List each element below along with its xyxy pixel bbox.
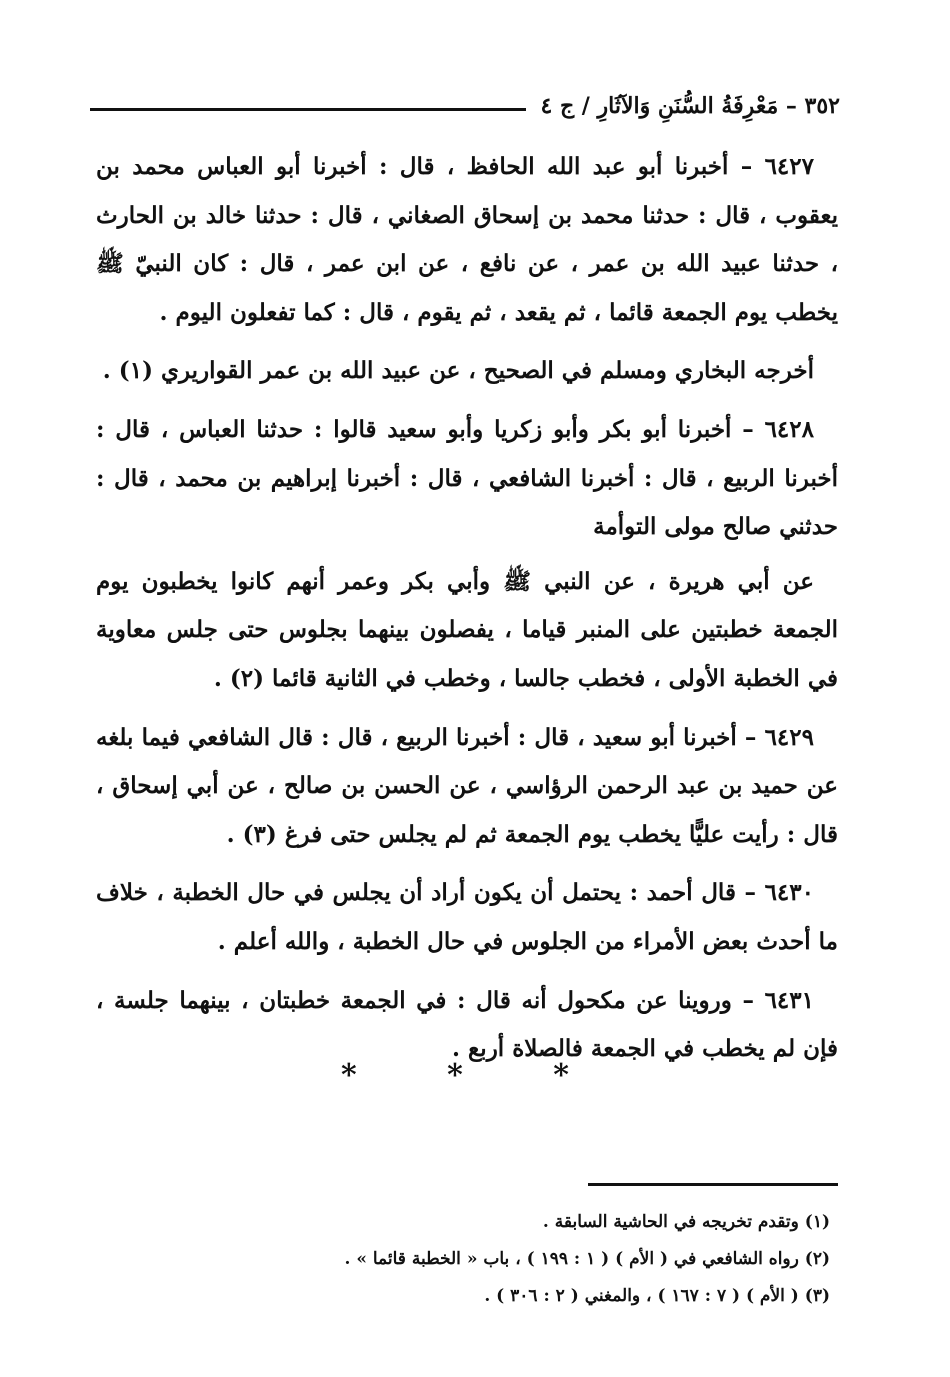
- paragraph-hadith-6429: ٦٤٢٩ – أخبرنا أبو سعيد ، قال : أخبرنا الربيع ، قال : قال الشافعي فيما بلغه عن حميد بن عبد الرحمن الرؤاسي ، عن الحسن بن صالح ، عن أبي إسحاق ، قال : رأيت عليًّا يخطب يوم الجمعة ثم لم يجلس حتى فرغ (٣) .: [96, 723, 838, 848]
- paragraph-hadith-6428-isnad: ٦٤٢٨ – أخبرنا أبو بكر وأبو زكريا وأبو سعيد قالوا : حدثنا العباس ، قال : أخبرنا الربيع ، قال : أخبرنا الشافعي ، قال : أخبرنا إبراهيم بن محمد ، قال : حدثني صالح مولى التوأمة: [96, 415, 838, 541]
- paragraph-hadith-6427: ٦٤٢٧ – أخبرنا أبو عبد الله الحافظ ، قال : أخبرنا أبو العباس محمد بن يعقوب ، قال : حدثنا محمد بن إسحاق الصغاني ، قال : حدثنا خالد بن الحارث ، حدثنا عبيد الله بن عمر ، عن نافع ، عن ابن عمر ، قال : كان النبيّ ﷺ يخطب يوم الجمعة قائما ، ثم يقعد ، ثم يقوم ، قال : كما تفعلون اليوم .: [96, 153, 838, 326]
- paragraph-hadith-6431: ٦٤٣١ – وروينا عن مكحول أنه قال : في الجمعة خطبتان ، بينهما جلسة ، فإن لم يخطب في الجمعة فالصلاة أربع .: [96, 986, 838, 1063]
- paragraph-hadith-6430: ٦٤٣٠ – قال أحمد : يحتمل أن يكون أراد أن يجلس في حال الخطبة ، خلاف ما أحدث بعض الأمراء من الجلوس في حال الخطبة ، والله أعلم .: [96, 879, 838, 955]
- paragraph-takhrij: أخرجه البخاري ومسلم في الصحيح ، عن عبيد الله بن عمر القواريري (١) .: [102, 357, 814, 385]
- section-separator: * * *: [341, 1058, 609, 1093]
- paragraph-hadith-6428-matn: عن أبي هريرة ، عن النبي ﷺ وأبي بكر وعمر أنهم كانوا يخطبون يوم الجمعة خطبتين على المنبر قياما ، يفصلون بينهما بجلوس حتى جلس معاوية في الخطبة الأولى ، فخطب جالسا ، وخطب في الثانية قائما (٢) .: [96, 567, 838, 692]
- running-head-title: ٣٥٢ – مَعْرِفَةُ السُّنَنِ وَالآثَارِ / ج ٤: [540, 93, 840, 119]
- running-head: [90, 86, 840, 126]
- footnote-2: (٢) رواه الشافعي في ( الأم ) ( ١ : ١٩٩ ) ، باب « الخطبة قائما » .: [344, 1249, 830, 1269]
- footnotes: [96, 1204, 838, 1315]
- footnote-3: (٣) ( الأم ) ( ٧ : ١٦٧ ) ، والمغني ( ٢ : ٣٠٦ ) .: [484, 1286, 830, 1306]
- main-text: [96, 143, 838, 1084]
- footnote-rule: [588, 1183, 838, 1186]
- footnote-1: (١) وتقدم تخريجه في الحاشية السابقة .: [542, 1212, 830, 1232]
- header-rule: [90, 108, 526, 111]
